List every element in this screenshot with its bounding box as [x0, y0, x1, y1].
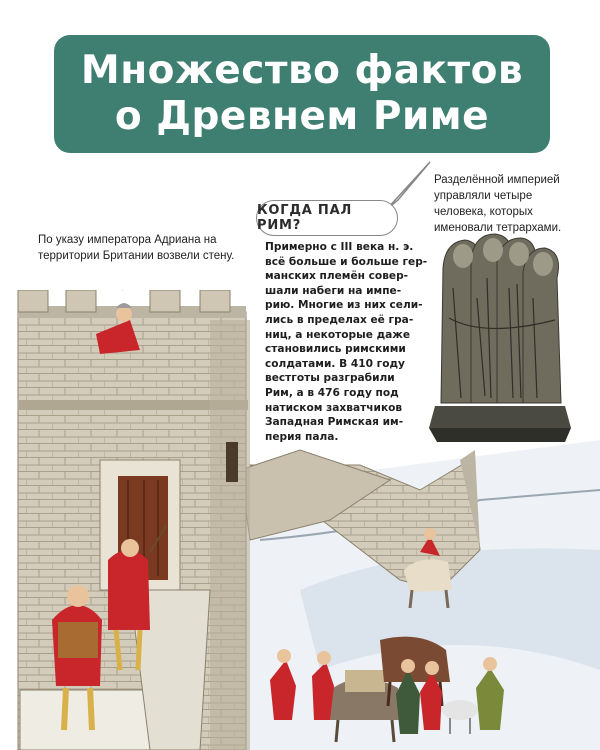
fact-line: всё больше и больше гер-: [265, 255, 428, 268]
fact-line: Рим, а в 476 году под: [265, 386, 399, 399]
title-line-2: о Древнем Риме: [114, 94, 490, 139]
fact-heading-bubble: [256, 200, 398, 236]
fact-line: шали набеги на импе-: [265, 284, 402, 297]
fact-line: лись в пределах её гра-: [265, 313, 414, 326]
tetrarchs-caption: [434, 172, 584, 236]
fact-heading: КОГДА ПАЛ РИМ?: [257, 203, 353, 233]
caption-line: управляли четыре: [434, 190, 533, 202]
fact-line: манских племён совер-: [265, 270, 409, 283]
caption-line: человека, которых: [434, 206, 533, 218]
caption-line: По указу императора Адриана на: [38, 234, 217, 246]
fact-line: Примерно с III века н. э.: [265, 241, 414, 253]
fact-line: ниц, а некоторые даже: [265, 328, 411, 341]
caption-line: именовали тетрархами.: [434, 222, 562, 234]
hadrians-wall-illustration: [0, 290, 600, 750]
title-banner: [54, 35, 550, 153]
fact-line: вестготы разграбили: [265, 372, 395, 385]
fact-line: солдатами. В 410 году: [265, 357, 405, 370]
fact-line: перия пала.: [265, 430, 339, 443]
fact-line: Западная Римская им-: [265, 416, 404, 429]
fact-line: рию. Многие из них сели-: [265, 299, 423, 312]
fact-line: становились римскими: [265, 343, 406, 356]
caption-line: Разделённой империей: [434, 174, 560, 186]
title-line-1: Множество фактов: [80, 48, 524, 93]
caption-line: территории Британии возвели стену.: [38, 250, 235, 262]
fact-line: натиском захватчиков: [265, 401, 403, 414]
hadrian-wall-caption: [38, 232, 248, 264]
